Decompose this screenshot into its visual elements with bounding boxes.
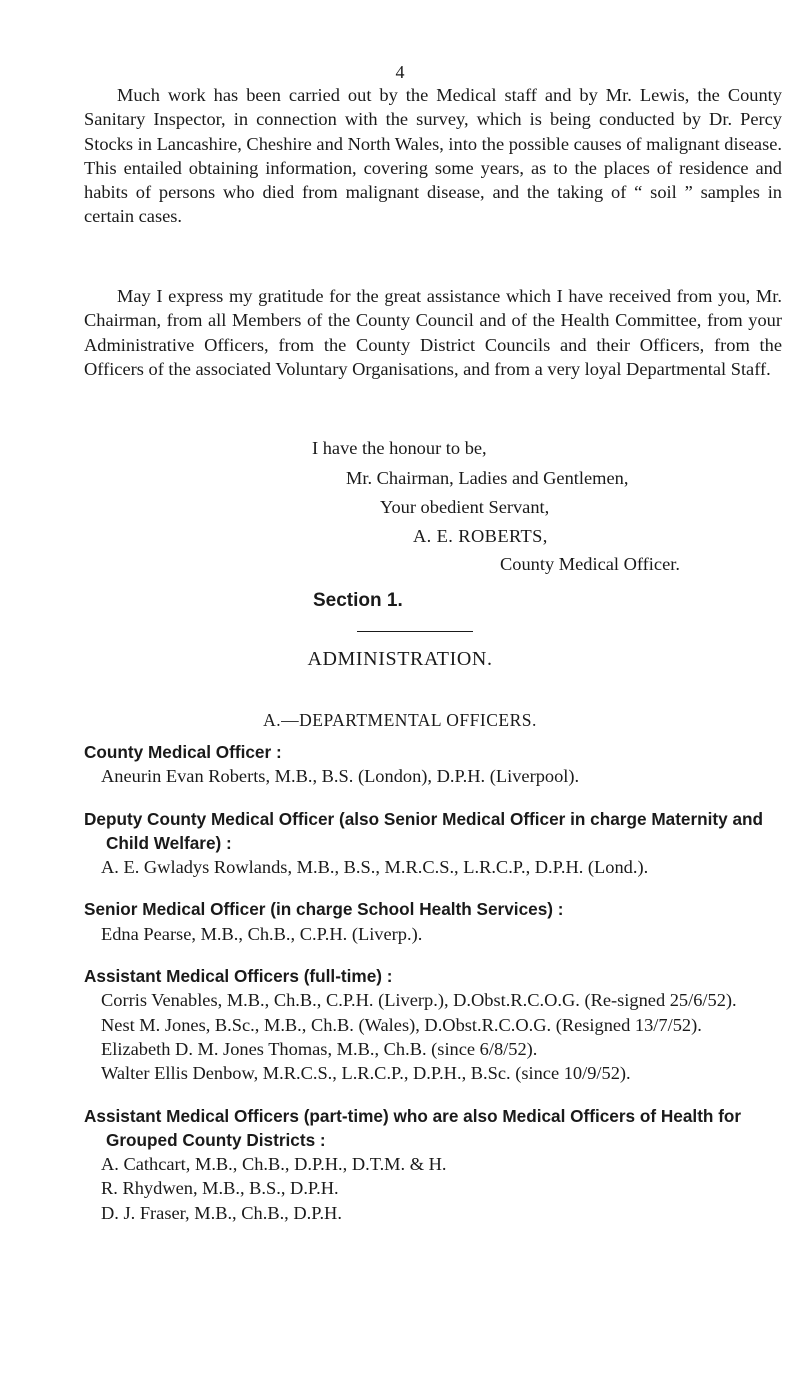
page-number: 4 bbox=[395, 62, 405, 82]
departmental-officers-heading: A.—DEPARTMENTAL OFFICERS. bbox=[263, 710, 537, 730]
officer-list bbox=[84, 740, 782, 1225]
officer-name: Corris Venables, M.B., Ch.B., C.P.H. (Liverp.), D.Obst.R.C.O.G. (Re-signed 25/6/52). bbox=[101, 990, 737, 1011]
officer-group bbox=[84, 897, 782, 946]
officer-name: Nest M. Jones, B.Sc., M.B., Ch.B. (Wales), D.Obst.R.C.O.G. (Resigned 13/7/52). bbox=[101, 1014, 702, 1035]
signature-line-2: Mr. Chairman, Ladies and Gentlemen, bbox=[346, 468, 629, 488]
signature-line-1: I have the honour to be, bbox=[312, 438, 487, 458]
officer-name: R. Rhydwen, M.B., B.S., D.P.H. bbox=[101, 1178, 339, 1199]
officer-group-heading: Assistant Medical Officers (part-time) who are also Medical Officers of Health for Grouped County Districts : bbox=[84, 1105, 742, 1150]
administration-heading: ADMINISTRATION. bbox=[307, 648, 493, 670]
officer-group-heading: Deputy County Medical Officer (also Senior Medical Officer in charge Maternity and Child Welfare) : bbox=[84, 808, 764, 853]
intro-paragraph-2-text: May I express my gratitude for the great assistance which I have received from you, Mr. Chairman, from all Members of the County Council and of the Health Committee, from your Administrative Officers, from the County District Councils and their Officers, from the Officers of the associated Voluntary Organisations, and from a very loyal Departmental Staff. bbox=[84, 286, 782, 379]
intro-paragraph-2 bbox=[84, 284, 782, 381]
section-divider bbox=[357, 631, 473, 632]
signature-name: A. E. ROBERTS, bbox=[413, 526, 548, 546]
signature-line-3: Your obedient Servant, bbox=[380, 497, 550, 517]
officer-name: A. E. Gwladys Rowlands, M.B., B.S., M.R.C.S., L.R.C.P., D.P.H. (Lond.). bbox=[101, 857, 649, 878]
officer-group-heading: County Medical Officer : bbox=[84, 742, 282, 762]
officer-group bbox=[84, 807, 782, 880]
intro-paragraph-1-text: Much work has been carried out by the Medical staff and by Mr. Lewis, the County Sanitary Inspector, in connection with the survey, which is being conducted by Dr. Percy Stocks in Lancashire, Cheshire and North Wales, into the possible causes of malignant disease. This entailed obtaining information, covering some years, as to the places of residence and habits of persons who died from malignant disease, and the taking of “ soil ” samples in certain cases. bbox=[84, 85, 782, 227]
officer-name: D. J. Fraser, M.B., Ch.B., D.P.H. bbox=[101, 1202, 342, 1223]
officer-group-heading: Senior Medical Officer (in charge School Health Services) : bbox=[84, 899, 564, 920]
officer-name: Walter Ellis Denbow, M.R.C.S., L.R.C.P., D.P.H., B.Sc. (since 10/9/52). bbox=[101, 1063, 631, 1084]
officer-name: Edna Pearse, M.B., Ch.B., C.P.H. (Liverp.). bbox=[101, 923, 423, 944]
officer-name: Aneurin Evan Roberts, M.B., B.S. (London), D.P.H. (Liverpool). bbox=[101, 766, 580, 787]
signature-title: County Medical Officer. bbox=[500, 554, 680, 574]
officer-group-heading: Assistant Medical Officers (full-time) : bbox=[84, 966, 393, 987]
officer-group bbox=[84, 964, 782, 1085]
intro-paragraph-1 bbox=[84, 83, 782, 229]
officer-name: Elizabeth D. M. Jones Thomas, M.B., Ch.B. (since 6/8/52). bbox=[101, 1038, 538, 1059]
section-title: Section 1. bbox=[313, 590, 403, 611]
officer-name: A. Cathcart, M.B., Ch.B., D.P.H., D.T.M. & H. bbox=[101, 1154, 447, 1175]
officer-group bbox=[84, 1104, 782, 1225]
officer-group bbox=[84, 740, 782, 789]
